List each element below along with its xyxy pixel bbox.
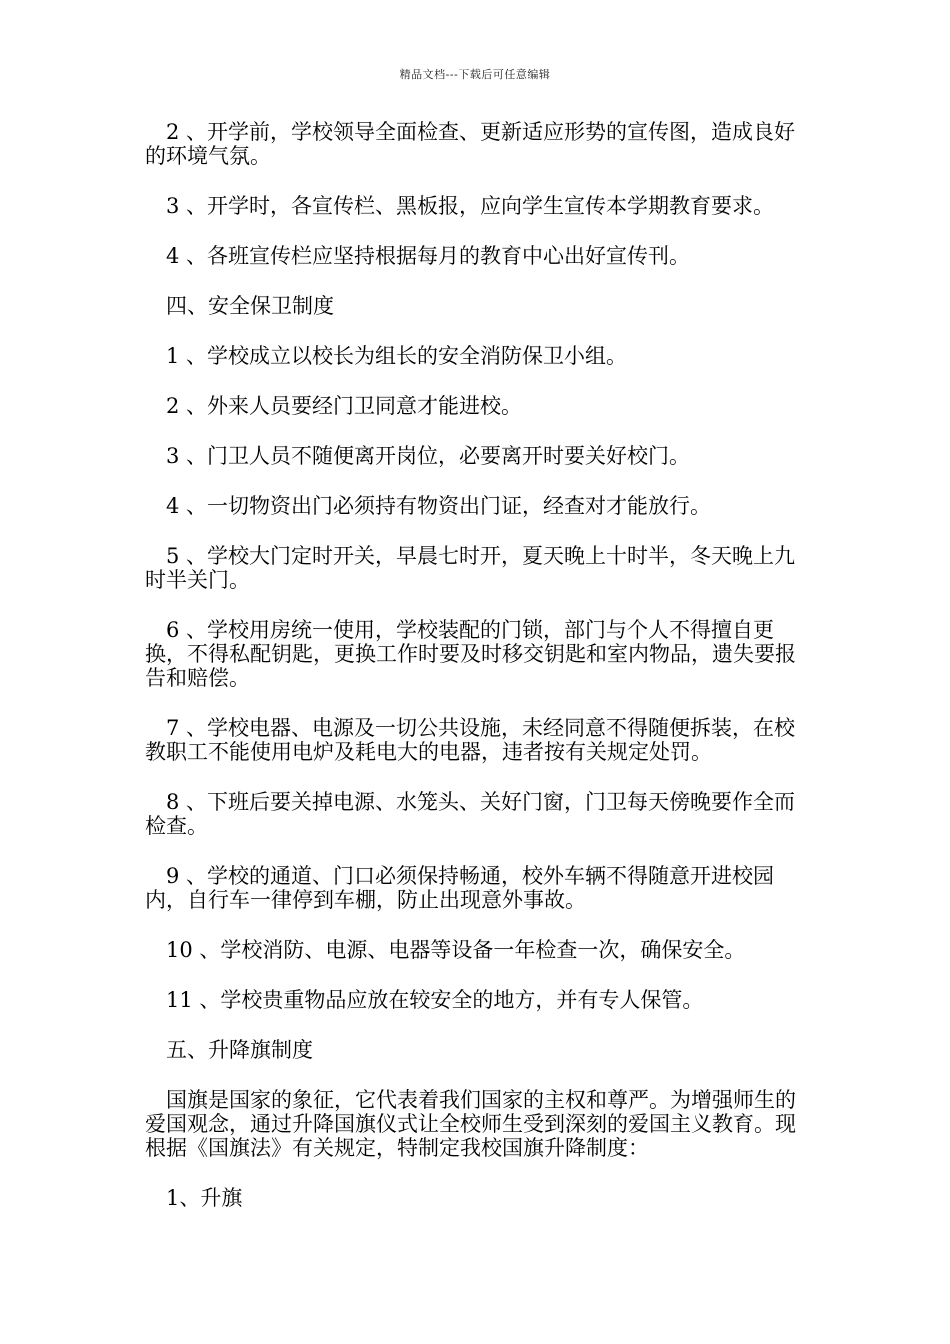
paragraph-security-9: 9 、学校的通道、门口必须保持畅通，校外车辆不得随意开进校园内，自行车一律停到车棚，防止出现意外事故。 [145,864,775,912]
paragraph-security-5: 5 、学校大门定时开关，早晨七时开，夏天晚上十时半，冬天晚上九时半关门。 [145,544,796,592]
paragraph-promo-4: 4 、各班宣传栏应坚持根据每月的教育中心出好宣传刊。 [166,244,691,268]
section-heading-security: 四、安全保卫制度 [166,294,334,318]
document-body [145,120,810,1236]
paragraph-security-3: 3 、门卫人员不随便离开岗位，必要离开时要关好校门。 [166,444,691,468]
page-header: 精品文档---下载后可任意编辑 [399,68,551,81]
paragraph-security-6: 6 、学校用房统一使用，学校装配的门锁，部门与个人不得擅自更换，不得私配钥匙，更换工作时要及时移交钥匙和室内物品，遗失要报告和赔偿。 [145,618,796,690]
paragraph-security-11: 11 、学校贵重物品应放在较安全的地方，并有专人保管。 [166,988,704,1012]
paragraph-flag-intro: 国旗是国家的象征，它代表着我们国家的主权和尊严。为增强师生的爱国观念，通过升降国旗仪式让全校师生受到深刻的爱国主义教育。现根据《国旗法》有关规定，特制定我校国旗升降制度： [145,1088,796,1160]
paragraph-promo-3: 3 、开学时，各宣传栏、黑板报，应向学生宣传本学期教育要求。 [166,194,775,218]
paragraph-promo-2: 2 、开学前，学校领导全面检查、更新适应形势的宣传图，造成良好的环境气氛。 [145,120,796,168]
paragraph-security-8: 8 、下班后要关掉电源、水笼头、关好门窗，门卫每天傍晚要作全而检查。 [145,790,796,838]
paragraph-security-1: 1 、学校成立以校长为组长的安全消防保卫小组。 [166,344,628,368]
paragraph-security-7: 7 、学校电器、电源及一切公共设施，未经同意不得随便拆装，在校教职工不能使用电炉及耗电大的电器，违者按有关规定处罚。 [145,716,796,764]
section-heading-flag: 五、升降旗制度 [166,1038,313,1062]
paragraph-security-4: 4 、一切物资出门必须持有物资出门证，经查对才能放行。 [166,494,712,518]
paragraph-security-2: 2 、外来人员要经门卫同意才能进校。 [166,394,523,418]
paragraph-flag-raising: 1、升旗 [166,1186,243,1210]
paragraph-security-10: 10 、学校消防、电源、电器等设备一年检查一次，确保安全。 [166,938,746,962]
